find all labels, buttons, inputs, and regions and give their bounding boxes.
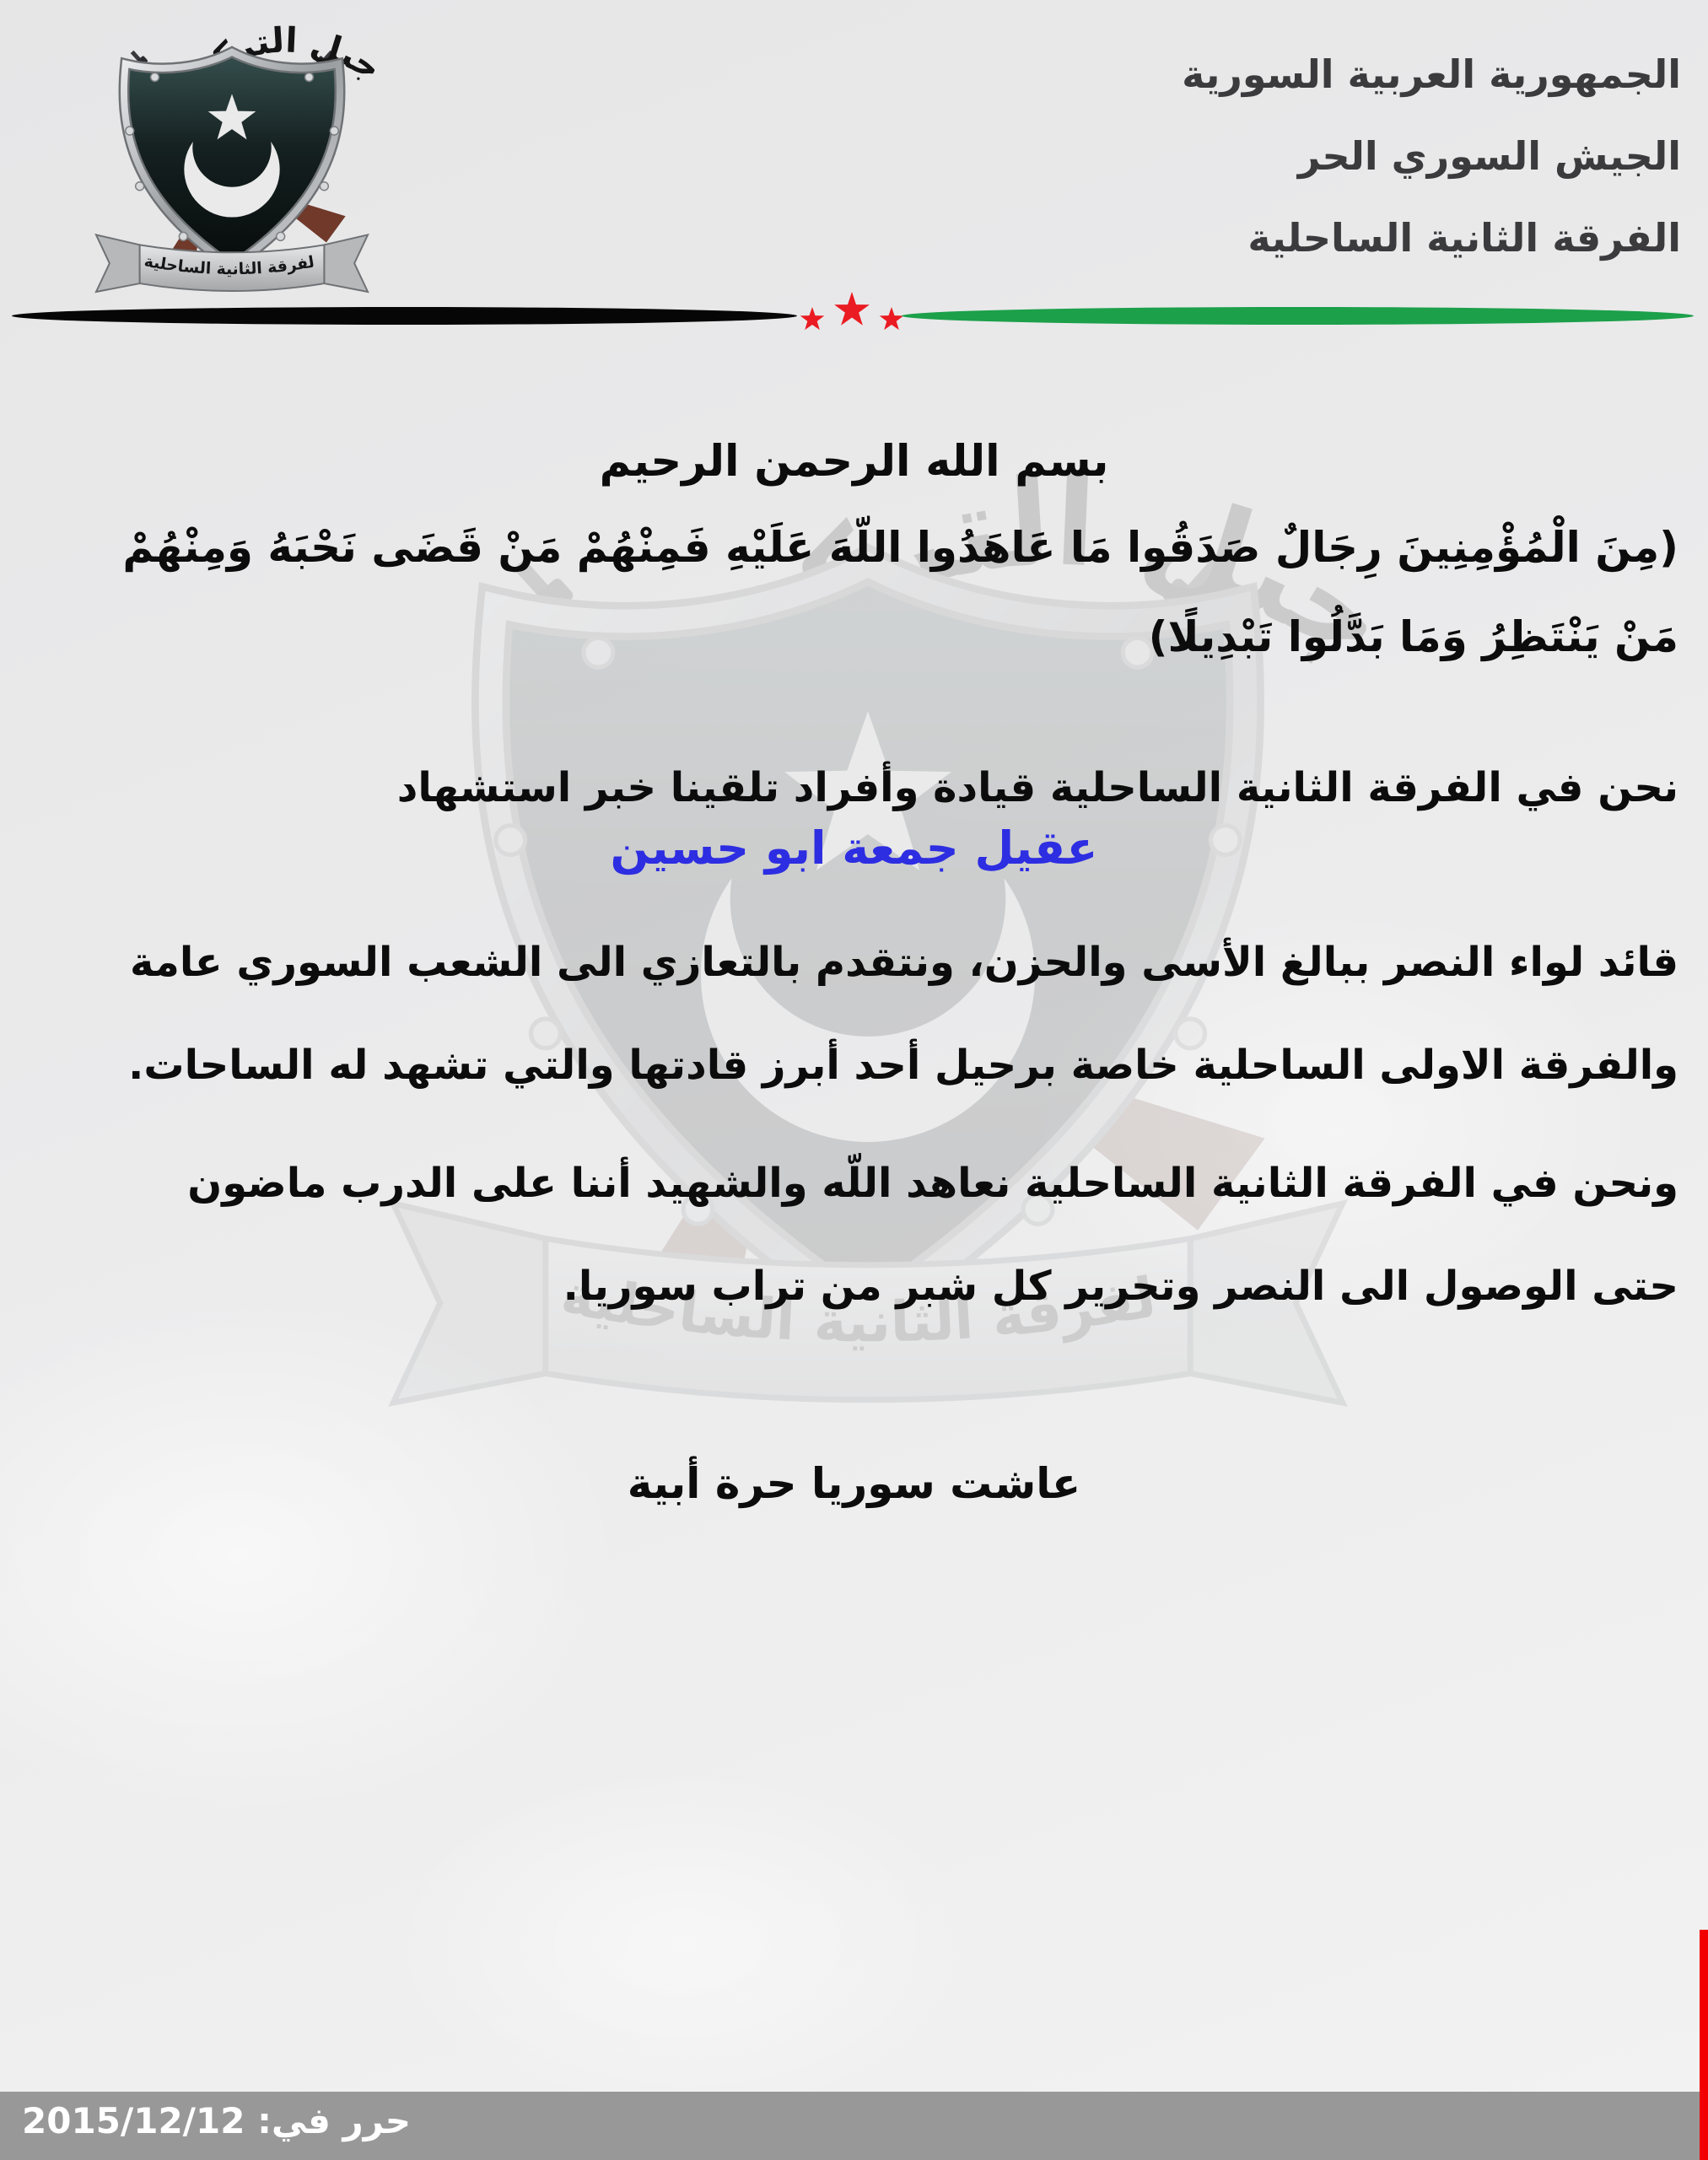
divider-stars bbox=[797, 288, 907, 341]
closing-slogan: عاشت سوريا حرة أبية bbox=[627, 1459, 1081, 1508]
divider-green-bar bbox=[902, 307, 1694, 325]
condolence-line2: والفرقة الاولى الساحلية خاصة برحيل أحد أبرز قادتها والتي تشهد له الساحات. bbox=[128, 1042, 1678, 1089]
letterhead bbox=[1182, 34, 1681, 279]
announcement-line: نحن في الفرقة الثانية الساحلية قيادة وأفراد تلقينا خبر استشهاد bbox=[396, 764, 1678, 811]
letterhead-line-army: الجيش السوري الحر bbox=[1297, 133, 1681, 179]
right-edge-red-stripe bbox=[1700, 1930, 1708, 2160]
star-icon bbox=[880, 307, 904, 330]
pledge-paragraph bbox=[30, 1132, 1678, 1338]
footer-date: حرر في: 2015/12/12 bbox=[22, 2100, 412, 2141]
quran-verse-line2: مَنْ يَنْتَظِرُ وَمَا بَدَّلُوا تَبْدِيلًا) bbox=[1148, 612, 1678, 661]
letterhead-line-division: الفرقة الثانية الساحلية bbox=[1247, 215, 1681, 261]
martyr-name: عقيل جمعة ابو حسين bbox=[610, 821, 1098, 875]
star-icon bbox=[800, 307, 825, 330]
divider-black-bar bbox=[12, 307, 797, 325]
quran-verse-line1: (مِنَ الْمُؤْمِنِينَ رِجَالٌ صَدَقُوا مَا عَاهَدُوا اللّهَ عَلَيْهِ فَمِنْهُمْ مَنْ قَضَى نَحْبَهُ وَمِنْهُمْ bbox=[122, 523, 1678, 572]
pledge-line1: ونحن في الفرقة الثانية الساحلية نعاهد اللّه والشهيد أننا على الدرب ماضون bbox=[187, 1160, 1678, 1207]
bismillah-line: بسم الله الرحمن الرحيم bbox=[599, 437, 1109, 487]
quran-verse bbox=[30, 503, 1678, 681]
pledge-line2: حتى الوصول الى النصر وتحرير كل شبر من تراب سوريا. bbox=[563, 1263, 1678, 1310]
letterhead-line-republic: الجمهورية العربية السورية bbox=[1182, 51, 1681, 97]
condolence-paragraph bbox=[30, 911, 1678, 1117]
faction-emblem-logo bbox=[89, 3, 374, 297]
condolence-line1: قائد لواء النصر ببالغ الأسى والحزن، ونتقدم بالتعازي الى الشعب السوري عامة bbox=[130, 939, 1678, 986]
star-icon bbox=[834, 292, 870, 326]
